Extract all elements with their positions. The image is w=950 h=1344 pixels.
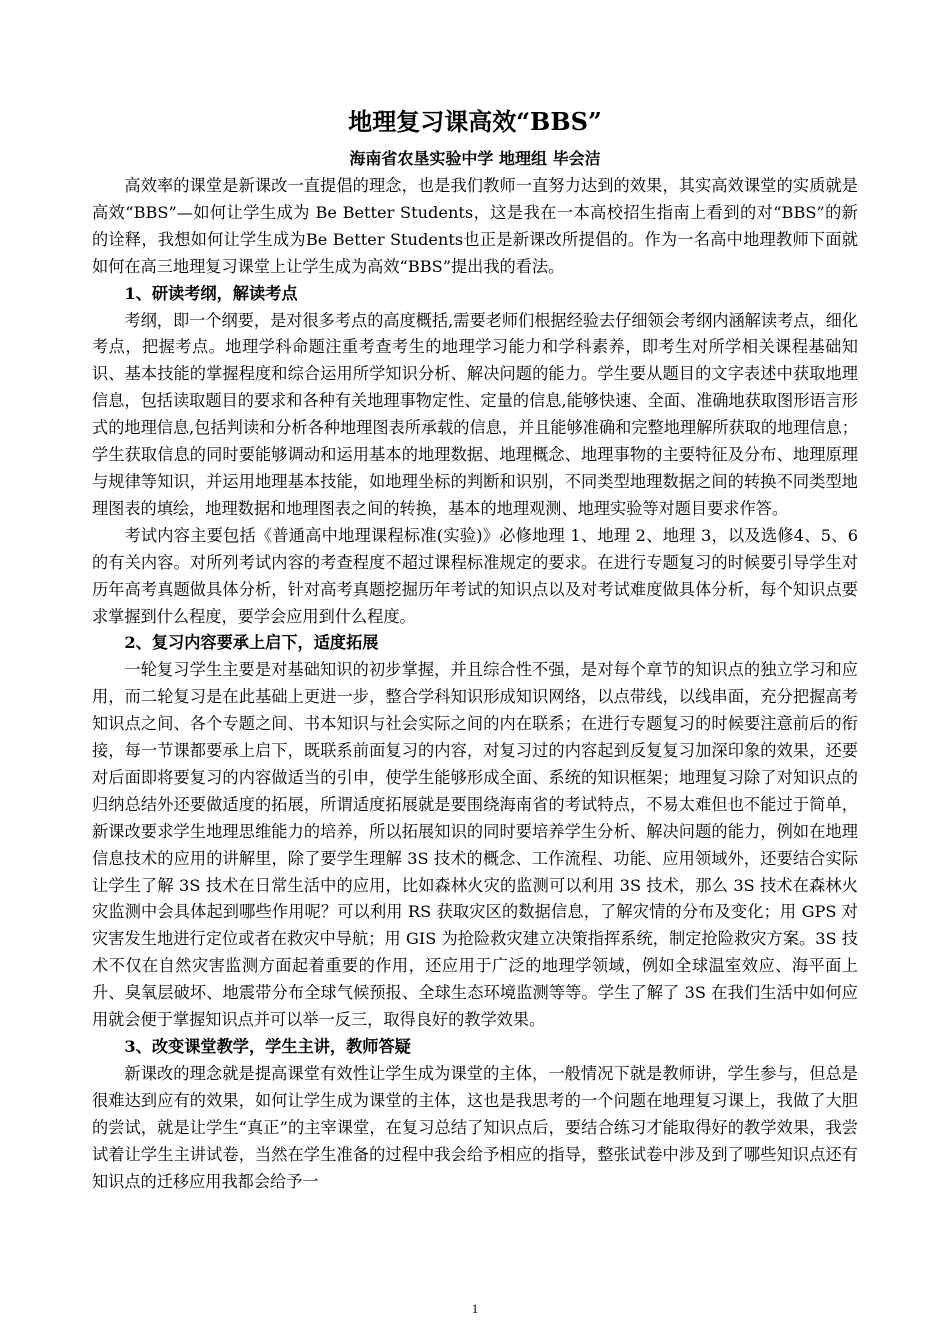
page-number: 1 <box>471 1301 479 1316</box>
section2-paragraph-1: 一轮复习学生主要是对基础知识的初步掌握，并且综合性不强，是对每个章节的知识点的独立学习和应用，而二轮复习是在此基础上更进一步，整合学科知识形成知识网络，以点带线，以线串面，充分把握高考知识点之间、各个专题之间、书本知识与社会实际之间的内在联系；在进行专题复习的时候要注意前后的衔接，每一节课都要承上启下，既联系前面复习的内容，对复习过的内容起到反复复习加深印象的效果，还要对后面即将要复习的内容做适当的引申，使学生能够形成全面、系统的知识框架；地理复习除了对知识点的归纳总结外还要做适度的拓展，所谓适度拓展就是要围绕海南省的考试特点，不易太难但也不能过于简单，新课改要求学生地理思维能力的培养，所以拓展知识的同时要培养学生分析、解决问题的能力，例如在地理信息技术的应用的讲解里，除了要学生理解 3S 技术的概念、工作流程、功能、应用领域外，还要结合实际让学生了解 3S 技术在日常生活中的应用，比如森林火灾的监测可以利用 3S 技术，那么 3S 技术在森林火灾监测中会具体起到哪些作用呢？可以利用 RS 获取灾区的数据信息，了解灾情的分布及变化；用 GPS 对灾害发生地进行定位或者在救灾中导航；用 GIS 为抢险救灾建立决策指挥系统，制定抢险救灾方案。3S 技术不仅在自然灾害监测方面起着重要的作用，还应用于广泛的地理学领域，例如全球温室效应、海平面上升、臭氧层破坏、地震带分布全球气候预报、全球生态环境监测等等。学生了解了 3S 在我们生活中如何应用就会便于掌握知识点并可以举一反三，取得良好的教学效果。 <box>92 660 858 1030</box>
document-body <box>92 173 858 1195</box>
section1-paragraph-2: 考试内容主要包括《普通高中地理课程标准(实验)》必修地理 1、地理 2、地理 3，以及选修4、5、6的有关内容。对所列考试内容的考查程度不超过课程标准规定的要求。在进行专题复习的时候要引导学生对历年高考真题做具体分析，针对高考真题挖掘历年考试的知识点以及对考试难度做具体分析，每个知识点要求掌握到什么程度，要学会应用到什么程度。 <box>92 525 858 626</box>
section-heading-1: 1、研读考纲，解读考点 <box>124 283 298 303</box>
section-heading-2: 2、复习内容要承上启下，适度拓展 <box>124 633 379 653</box>
document-title: 地理复习课高效“BBS” <box>348 107 602 136</box>
author-line: 海南省农垦实验中学 地理组 毕会洁 <box>349 149 601 168</box>
section1-paragraph-1: 考纲，即一个纲要，是对很多考点的高度概括,需要老师们根据经验去仔细领会考纲内涵解读考点，细化考点，把握考点。地理学科命题注重考查考生的地理学习能力和学科素养，即考生对所学相关课程基础知识、基本技能的掌握程度和综合运用所学知识分析、解决问题的能力。学生要从题目的文字表述中获取地理信息，包括读取题目的要求和各种有关地理事物定性、定量的信息,能够快速、全面、准确地获取图形语言形式的地理信息,包括判读和分析各种地理图表所承载的信息，并且能够准确和完整地理解所获取的地理信息；学生获取信息的同时要能够调动和运用基本的地理数据、地理概念、地理事物的主要特征及分布、地理原理与规律等知识，并运用地理基本技能，如地理坐标的判断和识别，不同类型地理数据之间的转换不同类型地理图表的填绘，地理数据和地理图表之间的转换，基本的地理观测、地理实验等对题目要求作答。 <box>92 310 858 518</box>
intro-paragraph: 高效率的课堂是新课改一直提倡的理念，也是我们教师一直努力达到的效果，其实高效课堂的实质就是高效“BBS”—如何让学生成为 Be Better Students，这是我在一本高校招生指南上看到的对“BBS”的新的诠释，我想如何让学生成为Be Better Students也正是新课改所提倡的。作为一名高中地理教师下面就如何在高三地理复习课堂上让学生成为高效“BBS”提出我的看法。 <box>92 176 858 276</box>
section-heading-3: 3、改变课堂教学，学生主讲，教师答疑 <box>124 1037 411 1056</box>
section3-paragraph-1: 新课改的理念就是提高课堂有效性让学生成为课堂的主体，一般情况下就是教师讲，学生参与，但总是很难达到应有的效果，如何让学生成为课堂的主体，这也是我思考的一个问题在地理复习课上，我做了大胆的尝试，就是让学生“真正”的主宰课堂，在复习总结了知识点后，要结合练习才能取得好的教学效果，我尝试着让学生主讲试卷，当然在学生准备的过程中我会给予相应的指导，整张试卷中涉及到了哪些知识点还有知识点的迁移应用我都会给予一 <box>92 1063 858 1191</box>
